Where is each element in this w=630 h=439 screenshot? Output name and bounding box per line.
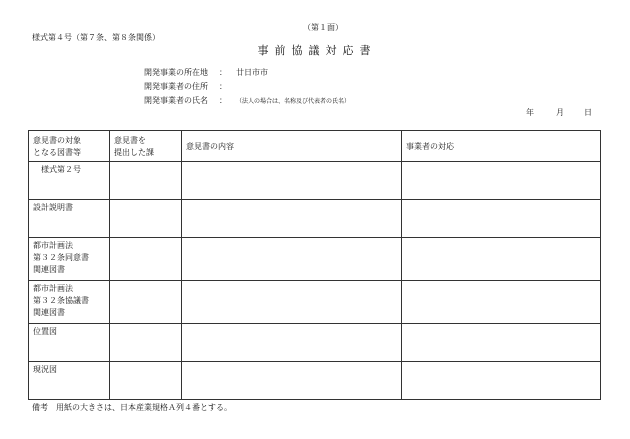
- table-row: [29, 200, 601, 238]
- header-label: 意見書の内容: [186, 142, 234, 151]
- header-label: 事業者の対応: [406, 142, 454, 151]
- date-year: 年: [526, 108, 534, 117]
- response-cell[interactable]: [402, 200, 601, 238]
- info-label: 開発事業者の氏名: [144, 96, 208, 105]
- response-cell[interactable]: [402, 162, 601, 200]
- row-label-cell: [29, 200, 110, 238]
- header-response: [402, 131, 601, 162]
- row-label: 現況図: [33, 365, 57, 374]
- form-number: 様式第４号（第７条、第８条関係）: [32, 33, 160, 42]
- consultation-table: [28, 130, 601, 400]
- row-label: 設計説明書: [33, 203, 73, 212]
- table-header-row: [29, 131, 601, 162]
- table-row: [29, 162, 601, 200]
- sheet-number: （第１面）: [303, 23, 343, 32]
- row-label-cell: [29, 162, 110, 200]
- info-value: 廿日市市: [236, 68, 268, 77]
- department-cell[interactable]: [110, 362, 182, 400]
- opinion-cell[interactable]: [182, 362, 402, 400]
- date-day: 日: [584, 108, 592, 117]
- opinion-cell[interactable]: [182, 162, 402, 200]
- header-department: [110, 131, 182, 162]
- opinion-cell[interactable]: [182, 200, 402, 238]
- table-row: [29, 281, 601, 324]
- info-colon: ：: [219, 82, 227, 91]
- header-target-docs: [29, 131, 110, 162]
- info-label: 開発事業者の住所: [144, 82, 208, 91]
- department-cell[interactable]: [110, 238, 182, 281]
- row-label-cell: [29, 238, 110, 281]
- opinion-cell[interactable]: [182, 281, 402, 324]
- response-cell[interactable]: [402, 324, 601, 362]
- response-cell[interactable]: [402, 281, 601, 324]
- table-row: [29, 238, 601, 281]
- row-label-cell: [29, 362, 110, 400]
- response-cell[interactable]: [402, 238, 601, 281]
- header-label: 意見書を 提出した課: [114, 136, 154, 157]
- department-cell[interactable]: [110, 324, 182, 362]
- opinion-cell[interactable]: [182, 238, 402, 281]
- info-note: （法人の場合は、名称及び代表者の氏名）: [236, 98, 351, 105]
- date-month: 月: [556, 108, 564, 117]
- document-title: 事前協議対応書: [257, 44, 377, 57]
- header-opinion: [182, 131, 402, 162]
- header-label: 意見書の対象 となる図書等: [33, 136, 81, 157]
- opinion-cell[interactable]: [182, 324, 402, 362]
- info-location: [144, 67, 268, 78]
- row-label: 様式第２号: [33, 165, 81, 174]
- row-label: 都市計画法 第３２条協議書 関連図書: [33, 284, 89, 317]
- info-label: 開発事業の所在地: [144, 68, 208, 77]
- department-cell[interactable]: [110, 281, 182, 324]
- info-address: [144, 81, 236, 92]
- table-row: [29, 362, 601, 400]
- department-cell[interactable]: [110, 162, 182, 200]
- response-cell[interactable]: [402, 362, 601, 400]
- row-label: 位置図: [33, 327, 57, 336]
- remark-note: 備考 用紙の大きさは、日本産業規格Ａ列４番とする。: [32, 403, 232, 412]
- info-colon: ：: [219, 68, 227, 77]
- row-label: 都市計画法 第３２条同意書 関連図書: [33, 241, 89, 274]
- table-row: [29, 324, 601, 362]
- row-label-cell: [29, 281, 110, 324]
- row-label-cell: [29, 324, 110, 362]
- department-cell[interactable]: [110, 200, 182, 238]
- info-colon: ：: [219, 96, 227, 105]
- info-name: [144, 95, 350, 106]
